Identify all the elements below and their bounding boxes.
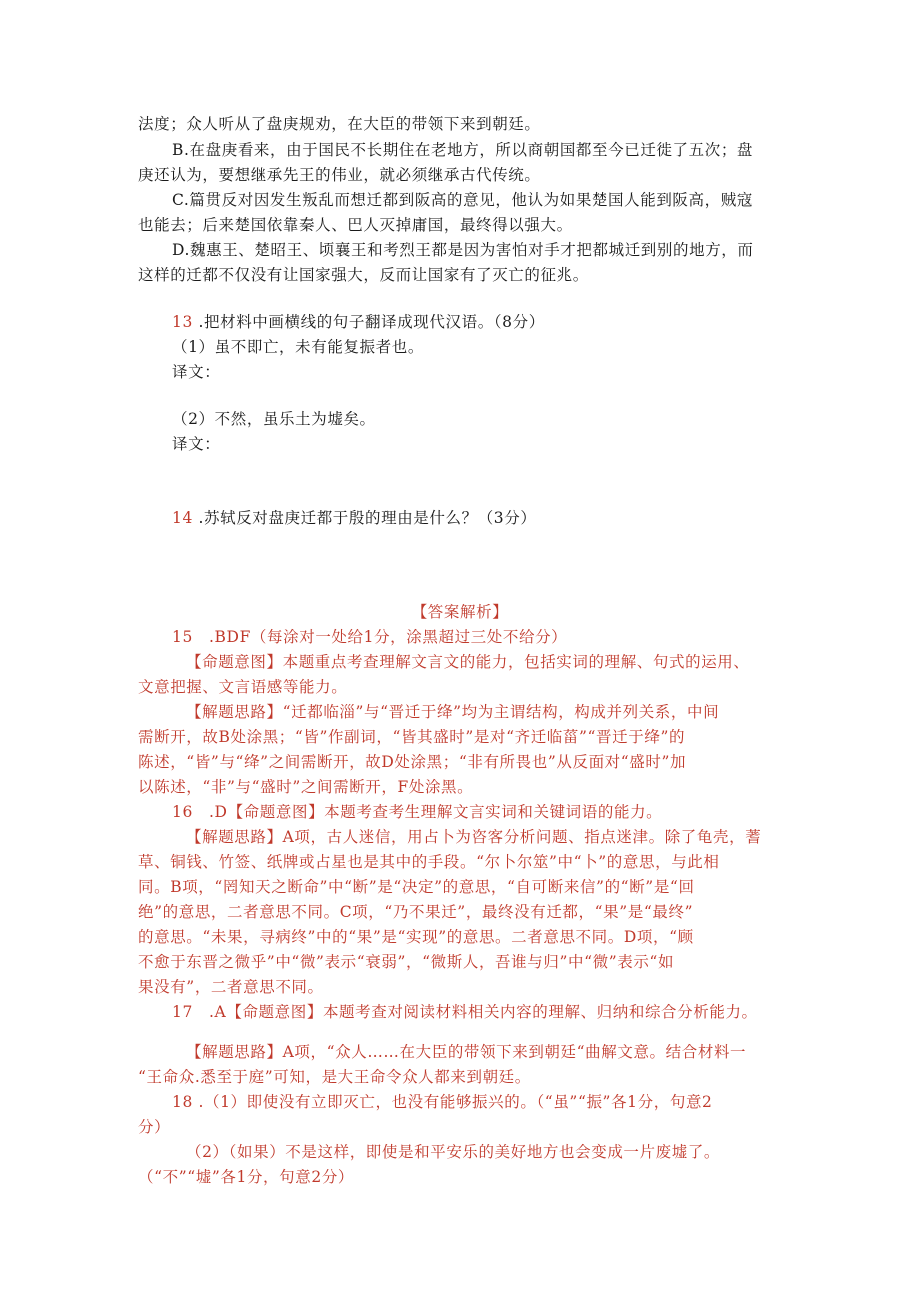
- question-13: [172, 312, 822, 332]
- option-d-line1: D.魏惠王、楚昭王、顷襄王和考烈王都是因为害怕对手才把都城迁到别的地方，而: [172, 241, 754, 259]
- answer-17: 17 .A【命题意图】本题考查对阅读材料相关内容的理解、归纳和综合分析能力。: [172, 1003, 758, 1021]
- question-13-label-1: 译文：: [172, 363, 221, 381]
- answers-heading: 【答案解析】: [411, 603, 509, 621]
- question-13-label-2: 译文：: [172, 435, 221, 453]
- answer-16-idea-3: 同。B项，“罔知天之断命”中“断”是“决定”的意思，“自可断来信”的“断”是“回: [138, 878, 695, 896]
- answer-17-idea-1: 【解题思路】A项，“众人……在大臣的带领下来到朝廷“曲解文意。结合材料一: [186, 1043, 747, 1061]
- answer-16-idea-6: 不愈于东晋之微乎”中“微”表示“衰弱”，“微斯人，吾谁与归”中“微”表示“如: [138, 953, 675, 971]
- option-c-line2: 也能去；后来楚国依靠秦人、巴人灭掉庸国，最终得以强大。: [138, 216, 573, 234]
- question-14-prompt: .苏轼反对盘庚迁都于殷的理由是什么？（3分）: [198, 509, 537, 527]
- answer-15-intent-2: 文意把握、文言语感等能力。: [138, 678, 348, 696]
- option-d-line2: 这样的迁都不仅没有让国家强大，反而让国家有了灭亡的征兆。: [138, 266, 589, 284]
- question-13-item-2: （2）不然，虽乐土为墟矣。: [172, 410, 376, 428]
- answer-15-idea-3: 陈述，“皆”与“绛”之间需断开，故D处涂黑；“非有所畏也”从反面对“盛时”加: [138, 753, 687, 771]
- option-b-line2: 庚还认为，要想继承先王的伟业，就必须继承古代传统。: [138, 166, 541, 184]
- answer-17-idea-2: “王命众.悉至于庭”可知，是大王命令众人都来到朝廷。: [138, 1068, 531, 1086]
- answer-18-line-3: （2）（如果）不是这样，即使是和平安乐的美好地方也会变成一片废墟了。: [186, 1143, 721, 1161]
- answer-16-idea-5: 的意思。“未果，寻病终”中的“果”是“实现”的意思。二者意思不同。D项，“顾: [138, 928, 694, 946]
- question-14-number: 14: [172, 509, 193, 527]
- answer-16-idea-4: 绝”的意思，二者意思不同。C项，“乃不果迁”，最终没有迁都，“果”是“最终”: [138, 903, 694, 921]
- answer-15-idea-1: 【解题思路】“迁都临淄”与“晋迁于绛”均为主谓结构，构成并列关系，中间: [186, 703, 720, 721]
- answer-16: 16 .D【命题意图】本题考查考生理解文言实词和关键词语的能力。: [172, 803, 663, 821]
- answer-15: 15 .BDF（每涂对一处给1分，涂黑超过三处不给分）: [172, 628, 568, 646]
- answer-18-line-4: （“不”“墟”各1分，句意2分）: [138, 1168, 355, 1186]
- question-14: [172, 508, 822, 528]
- answer-18-line-1: 18 .（1）即使没有立即灭亡，也没有能够振兴的。（“虽”“振”各1分，句意2: [172, 1093, 713, 1111]
- option-c-line1: C.篇贯反对因发生叛乱而想迁都到阪高的意见，他认为如果楚国人能到阪高，贼寇: [172, 191, 753, 209]
- answer-15-idea-2: 需断开，故B处涂黑；“皆”作副词，“皆其盛时”是对“齐迁临菑”“晋迁于绛”的: [138, 728, 686, 746]
- question-13-item-1: （1）虽不即亡，未有能复振者也。: [172, 338, 424, 356]
- answer-15-intent-1: 【命题意图】本题重点考查理解文言文的能力，包括实词的理解、句式的运用、: [186, 653, 750, 671]
- question-13-prompt: .把材料中画横线的句子翻译成现代汉语。（8分）: [198, 313, 545, 331]
- answer-16-idea-7: 果没有”，二者意思不同。: [138, 978, 324, 996]
- answer-16-idea-2: 草、铜钱、竹签、纸牌或占星也是其中的手段。“尔卜尔筮”中“卜”的意思，与此相: [138, 853, 720, 871]
- option-a-tail: 法度；众人听从了盘庚规劝，在大臣的带领下来到朝廷。: [138, 115, 541, 133]
- answer-15-idea-4: 以陈述，“非”与“盛时”之间需断开，F处涂黑。: [138, 778, 474, 796]
- question-13-number: 13: [172, 313, 193, 331]
- option-b-line1: B.在盘庚看来，由于国民不长期住在老地方，所以商朝国都至今已迁徙了五次；盘: [172, 141, 754, 159]
- answer-18-line-2: 分）: [138, 1118, 171, 1136]
- answer-16-idea-1: 【解题思路】A项，古人迷信，用占卜为咨客分析问题、指点迷津。除了龟壳，蓍: [186, 828, 762, 846]
